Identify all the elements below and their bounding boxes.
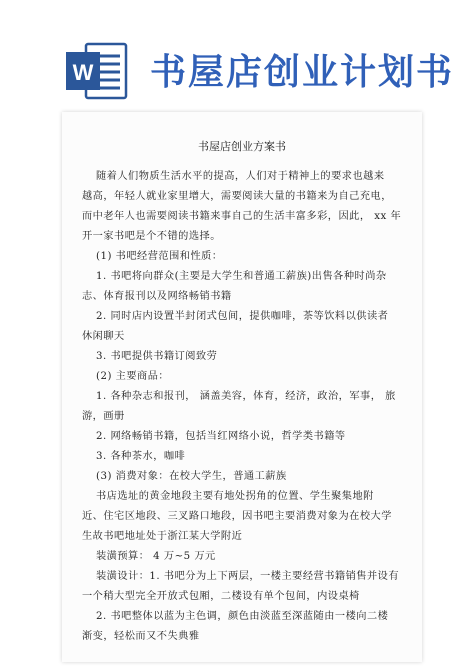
body-line: 装潢预算： 4 万~5 万元 — [96, 551, 216, 562]
document-page — [62, 112, 422, 662]
body-line: 志、体育报刊以及网络畅销书籍 — [82, 291, 232, 302]
document-title: 书屋店创业方案书 — [198, 140, 286, 153]
body-line: 3. 各种茶水，咖啡 — [96, 451, 186, 462]
body-line: 近、住宅区地段、三叉路口地段，因书吧主要消费对象为在校大学 — [82, 511, 392, 522]
body-line: 渐变，轻松而又不失典雅 — [82, 631, 200, 642]
body-line: 2. 网络畅销书籍，包括当红网络小说，哲学类书籍等 — [96, 431, 346, 442]
body-line: 开一家书吧是个不错的选择。 — [82, 231, 221, 242]
body-line: 1. 各种杂志和报刊， 涵盖美容，体育，经济，政治，军事， 旅 — [96, 391, 396, 402]
body-line: 生故书吧地址处于浙江某大学附近 — [82, 531, 243, 542]
body-line: 而中老年人也需要阅读书籍来事自己的生活丰富多彩，因此， xx 年 — [82, 211, 402, 222]
section-heading: (3) 消费对象：在校大学生，普通工薪族 — [96, 471, 287, 482]
body-line: 休闲聊天 — [82, 331, 125, 342]
svg-text:W: W — [72, 60, 94, 85]
body-line: 随着人们物质生活水平的提高，人们对于精神上的要求也越来 — [96, 171, 385, 182]
body-line: 2. 同时店内设置半封闭式包间，提供咖啡，茶等饮料以供读者 — [96, 311, 389, 322]
body-line: 2. 书吧整体以蓝为主色调，颜色由淡蓝至深蓝随由一楼向二楼 — [96, 611, 389, 622]
body-line: 1. 书吧将向群众(主要是大学生和普通工薪族)出售各种时尚杂 — [96, 271, 387, 282]
body-line: 书店选址的黄金地段主要有地处拐角的位置、学生聚集地附 — [96, 491, 374, 502]
section-heading: (1) 书吧经营范围和性质： — [96, 251, 223, 262]
word-document-icon — [64, 40, 130, 102]
body-line: 越高，年轻人就业家里增大，需要阅读大量的书籍来为自己充电， — [82, 191, 392, 202]
body-line: 一个稍大型完全开放式包厢，二楼设有单个包间，内设桌椅 — [82, 591, 360, 602]
body-line: 游，画册 — [82, 411, 125, 422]
banner — [0, 0, 474, 110]
banner-title: 书屋店创业计划书 — [150, 52, 455, 93]
section-heading: (2) 主要商品： — [96, 371, 170, 382]
body-line: 3. 书吧提供书籍订阅致劳 — [96, 351, 218, 362]
body-line: 装潢设计：1. 书吧分为上下两层，一楼主要经营书籍销售并设有 — [96, 571, 400, 582]
